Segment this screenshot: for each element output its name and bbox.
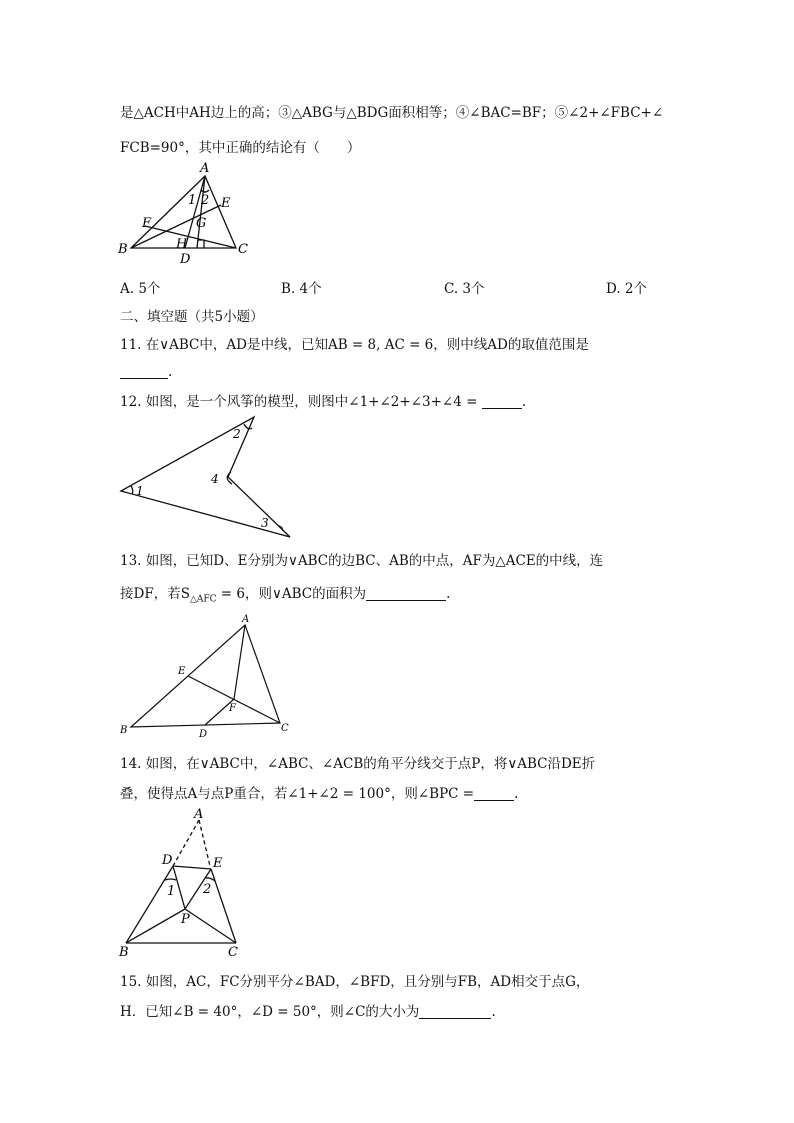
q12-arc-1 bbox=[131, 486, 133, 494]
q13-answer-blank[interactable] bbox=[366, 586, 446, 601]
q14-label-b: B bbox=[119, 945, 129, 960]
q12-label-2: 2 bbox=[233, 427, 241, 441]
q10-segment-ad bbox=[185, 176, 205, 248]
q10-line2: FCB=90°，其中正确的结论有（ ） bbox=[120, 140, 361, 156]
q14-dashed-ae bbox=[199, 820, 210, 866]
q13-label-d: D bbox=[199, 729, 208, 740]
q14-arc-2 bbox=[205, 878, 215, 881]
q12-label-1: 1 bbox=[136, 484, 144, 498]
q10-label-d: D bbox=[180, 252, 191, 267]
q14-segment-ep bbox=[185, 869, 211, 909]
q14-label-d: D bbox=[162, 853, 173, 868]
q13-segment-df bbox=[205, 699, 234, 725]
q12-answer-blank[interactable] bbox=[482, 394, 522, 409]
q10-label-b: B bbox=[118, 242, 128, 257]
q10-segment-ah bbox=[197, 176, 205, 248]
q10-right-angle-mark bbox=[197, 240, 204, 248]
q15-line1: 15. 如图，AC，FC分别平分∠BAD，∠BFD，且分别与FB，AD相交于点G， bbox=[120, 974, 590, 990]
q10-label-g: G bbox=[196, 216, 207, 231]
q10-segment-be bbox=[131, 205, 221, 248]
q13-line1: 13. 如图，已知D、E分别为∨ABC的边BC、AB的中点，AF为△ACE的中线，连 bbox=[120, 553, 604, 569]
q10-triangle-abc bbox=[131, 176, 236, 248]
q14-arc-1 bbox=[165, 879, 176, 880]
q10-option-c: C. 3个 bbox=[444, 281, 485, 297]
q10-option-a: A. 5个 bbox=[120, 281, 161, 297]
q11-line1: 11. 在∨ABC中，AD是中线，已知AB = 8, AC = 6，则中线AD的取值范围是 bbox=[120, 337, 589, 353]
q14-label-a: A bbox=[194, 807, 204, 822]
q14-line1: 14. 如图，在∨ABC中，∠ABC、∠ACB的角平分线交于点P，将∨ABC沿DE折 bbox=[120, 756, 596, 772]
q11-answer-blank[interactable] bbox=[120, 364, 168, 379]
q14-line2: 叠，使得点A与点P重合，若∠1+∠2 = 100°，则∠BPC = . bbox=[120, 786, 519, 802]
q10-label-1: 1 bbox=[188, 193, 197, 208]
section-heading-fill-in: 二、填空题（共5小题） bbox=[120, 309, 264, 325]
q13-line2: 接DF，若$S_{\triangle AFC} = 6$，则∨ABC的面积为 . bbox=[120, 586, 451, 605]
q12-line: 12. 如图，是一个风筝的模型，则图中∠1+∠2+∠3+∠4 = . bbox=[120, 394, 526, 410]
q13-label-c: C bbox=[281, 723, 289, 734]
q13-label-b: B bbox=[120, 725, 128, 736]
q10-option-d: D. 2个 bbox=[606, 281, 648, 297]
q14-label-c: C bbox=[228, 945, 238, 960]
q10-segment-cf bbox=[145, 226, 236, 248]
q14-segment-cp bbox=[185, 909, 236, 943]
q14-label-2: 2 bbox=[203, 882, 212, 897]
q13-triangle-abc bbox=[131, 625, 280, 727]
q13-label-a: A bbox=[242, 614, 250, 625]
q14-dashed-ad bbox=[173, 820, 199, 866]
q10-label-f: F bbox=[142, 216, 152, 231]
q12-label-4: 4 bbox=[211, 472, 219, 486]
q13-label-f: F bbox=[229, 703, 236, 714]
q10-angle-arc bbox=[201, 190, 209, 192]
q15-line2: H．已知∠B = 40°，∠D = 50°，则∠C的大小为 . bbox=[120, 1004, 496, 1020]
q10-label-e: E bbox=[221, 196, 231, 211]
q12-label-3: 3 bbox=[261, 516, 269, 530]
q14-segment-bp bbox=[126, 909, 185, 943]
q12-arc-4 bbox=[227, 472, 232, 484]
q14-label-e: E bbox=[213, 856, 223, 871]
q10-label-a: A bbox=[200, 161, 210, 176]
q13-segment-ce bbox=[188, 676, 280, 723]
q14-answer-blank[interactable] bbox=[474, 786, 514, 801]
q14-label-p: P bbox=[181, 912, 190, 927]
q14-segment-ec bbox=[211, 869, 236, 943]
q12-arc-2 bbox=[244, 424, 252, 429]
q14-segment-de bbox=[173, 866, 211, 869]
q14-label-1: 1 bbox=[167, 884, 176, 899]
q13-segment-af bbox=[234, 625, 245, 699]
q10-label-2: 2 bbox=[201, 193, 210, 208]
q15-answer-blank[interactable] bbox=[419, 1004, 491, 1019]
q10-label-h: H bbox=[176, 237, 188, 252]
q12-kite-shape bbox=[121, 417, 290, 537]
q10-line1: 是△ACH中AH边上的高；③△ABG与△BDG面积相等；④∠BAC=BF；⑤∠2+∠FBC+∠ bbox=[120, 105, 664, 121]
q14-segment-db bbox=[126, 866, 176, 943]
q10-option-b: B. 4个 bbox=[281, 281, 322, 297]
q11-line2: . bbox=[120, 364, 172, 380]
q13-label-e: E bbox=[178, 666, 186, 677]
q10-label-c: C bbox=[238, 242, 248, 257]
q12-arc-3 bbox=[278, 526, 283, 531]
q14-segment-dp bbox=[173, 866, 185, 909]
